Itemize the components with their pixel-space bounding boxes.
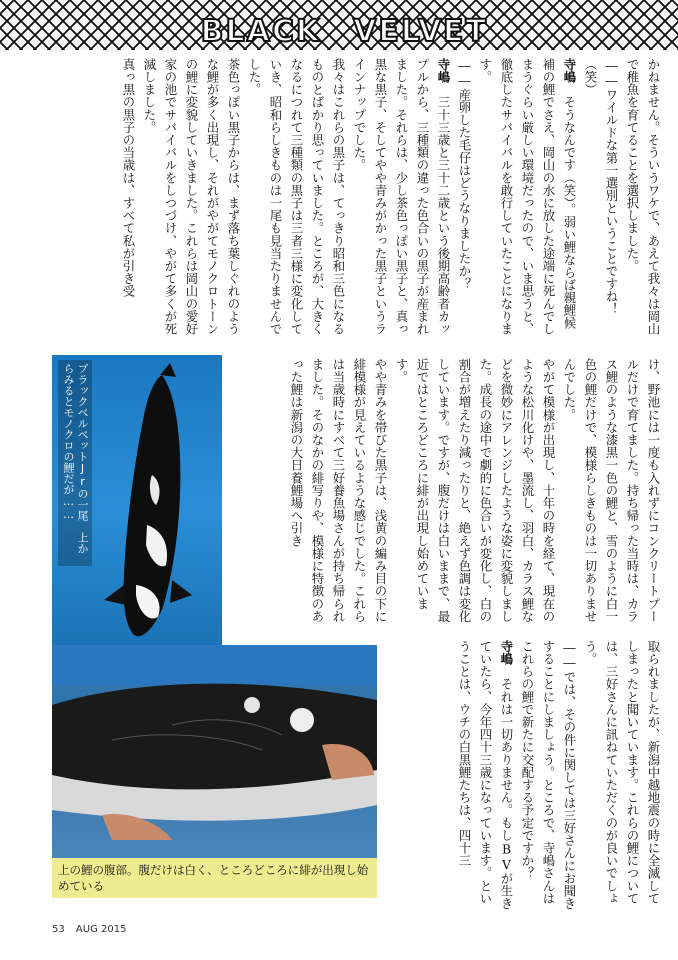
article-column-middle (228, 358, 664, 628)
photo-caption-bottom: 上の鯉の腹部。腹だけは白く、ところどころに緋が出現し始めている (52, 858, 377, 898)
header-banner (0, 0, 678, 50)
paragraph: 茶色っぽい黒子からは、まず落ち葉しぐれのような鯉が多く出現し、それがやがてモノクロトーンの鯉に変貌していきました。これらは岡山の愛好家の池でサバイバルをしつづけ、やがて多くが死滅しました。 (142, 58, 241, 336)
article-column-right (52, 58, 664, 340)
header-title: BLACK VELVET (200, 14, 488, 49)
paragraph (454, 640, 517, 912)
paragraph: かねません。そういうワケで、あえて我々は岡山で稚魚を育てることを選択しました。 (625, 58, 661, 336)
paragraph: け、野池には一度も入れずにコンクリートプールだけで育てました。持ち帰った当時は、カラス鯉のような漆黒一色の鯉と、雪のように白一色の鯉だけで、模様らしきものは一切ありませんでした。 (562, 358, 661, 623)
paragraph: 真っ黒の黒子の当歳は、すべて私が引き受 (121, 58, 136, 298)
paragraph (475, 58, 580, 340)
speaker-name: 寺嶋 (436, 58, 451, 84)
paragraph: 我々はこれらの黒子は、てっきり昭和三色になるものとばかり思っていました。ところが、大きくなるにつれて三種類の黒子は三者三様に変化していき、昭和らしきものは一尾も見当たりませんでした。 (247, 58, 346, 336)
photo-caption-top: ブラックベルベットJrの一尾 上からみるとモノクロの鯉だが…… (58, 360, 92, 566)
paragraph: ――ワイルドな第一選別ということですね！（笑） (583, 58, 619, 316)
paragraph: ――では、その件に関しては三好さんにお聞きすることにしましょう。ところで、寺嶋さんはこれらの鯉で新たに交配する予定ですか？ (520, 640, 577, 910)
paragraph: ――産卵した毛仔はどうなりましたか？ (457, 58, 472, 290)
paragraph: やがて模様が出現し、十年の時を経て、現在のような松川化けや、墨流し、羽白、カラス鯉などを微妙にアレンジしたような姿に変貌しました。成長の途中で劇的に色合いが変化し、白の割合が増えたり減ったりと、絶えず色調は変化しています。ですが、腹だけは白いままで、最近ではところどころに緋が出現し始めています。 (394, 358, 556, 623)
koi-belly-illustration (52, 645, 377, 860)
paragraph: やや青みを帯びた黒子は、浅黄の編み目の下に緋模様が見えているような感じでした。これらは当歳時にすべて三好養魚場さんが持ち帰られました。そのなかの緋写りや、模様に特徴のあった鯉は新潟の大日養鯉場へ引き (289, 358, 388, 623)
issue-date: AUG 2015 (75, 924, 127, 935)
paragraph (349, 58, 454, 340)
paragraph-text: そうなんです（笑）。弱い鯉ならば親鯉候補の鯉でさえ、岡山の水に放した途端に死んでしまうぐらい厳しい環境だったので、いま思うと、徹底したサバイバルを敢行していたことになります。 (478, 58, 577, 336)
speaker-name: 寺嶋 (499, 640, 514, 666)
paragraph-text: 三十三歳と三十二歳という後期高齢者カップルから、三種類の違った色合いの黒子が産まれました。それらは、少し茶色っぽい黒子と、真っ黒な黒子、そしてやや青みがかった黒子というラインナップでした。 (352, 58, 451, 336)
page-number: 53 (52, 924, 65, 935)
page-footer (52, 924, 134, 935)
paragraph-text: それは一切ありません。もしBVが生きていたら、今年四十三歳になっています。ということは、ウチの白黒鯉たちは、四十三 (457, 640, 514, 910)
article-column-lower (384, 640, 664, 912)
paragraph: 取られましたが、新潟中越地震の時に全滅してしまったと聞いています。これらの鯉については、三好さんに訊ねていただくのが良いでしょう。 (583, 640, 661, 905)
speaker-name: 寺嶋 (562, 58, 577, 84)
koi-belly-photo (52, 645, 377, 860)
